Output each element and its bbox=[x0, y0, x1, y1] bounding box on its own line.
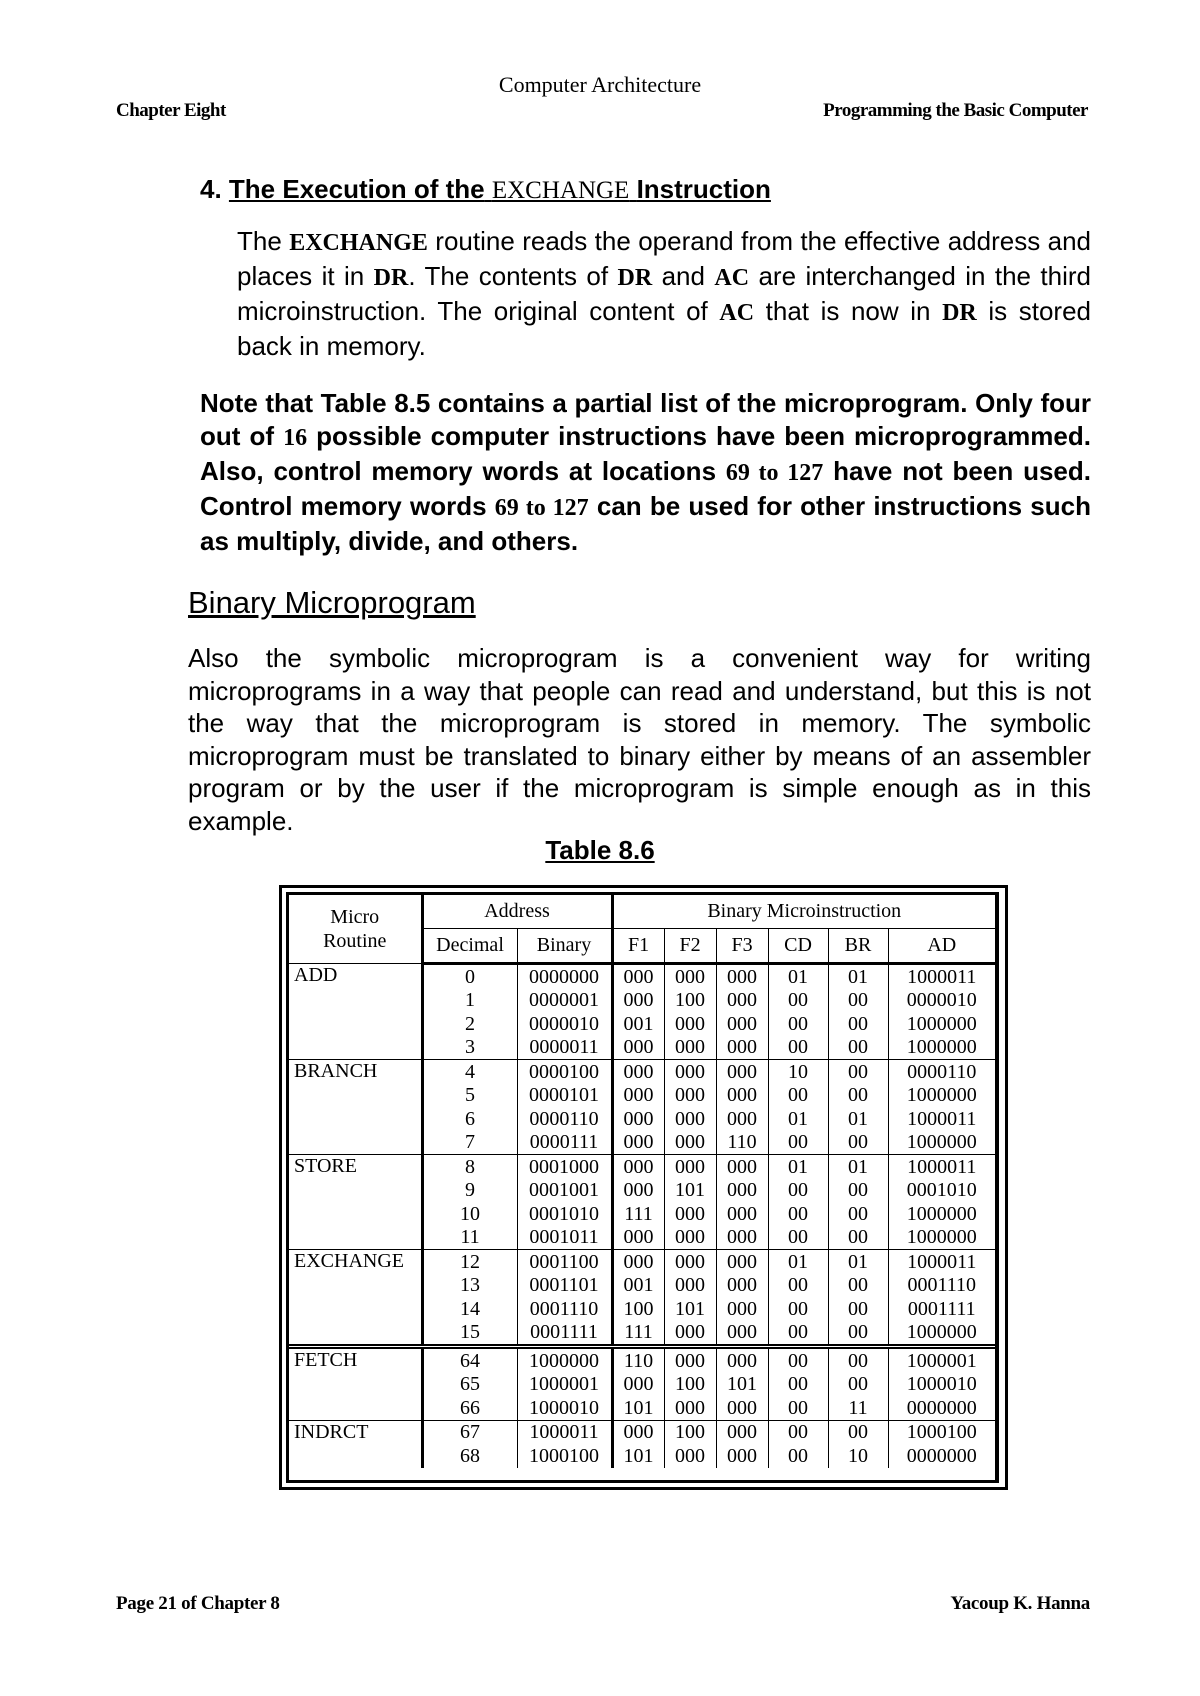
f3-cell: 000 bbox=[716, 1297, 768, 1321]
br-cell: 00 bbox=[828, 1321, 888, 1347]
ad-cell: 1000011 bbox=[888, 1155, 995, 1179]
routine-name-cell: EXCHANGE bbox=[289, 1250, 422, 1347]
f1-cell: 000 bbox=[612, 1155, 664, 1179]
f3-cell: 000 bbox=[716, 1107, 768, 1131]
ad-cell: 1000000 bbox=[906, 1131, 977, 1154]
f2-cell: 000 bbox=[664, 1347, 716, 1373]
ad-cell: 1000011 bbox=[907, 965, 977, 988]
br-cell: 10 bbox=[828, 1444, 888, 1468]
f2-cell: 000 bbox=[664, 1250, 716, 1274]
f2-cell: 000 bbox=[664, 1444, 716, 1468]
br-cell: 00 bbox=[828, 1373, 888, 1397]
f1-cell: 000 bbox=[612, 1420, 664, 1444]
decimal-cell: 1 bbox=[422, 989, 517, 1013]
f1-cell: 000 bbox=[612, 1226, 664, 1250]
f1-cell: 110 bbox=[612, 1347, 664, 1373]
binary-address-cell: 1000010 bbox=[517, 1396, 612, 1420]
cd-cell: 01 bbox=[768, 1107, 828, 1131]
header-binary-microinstruction: Binary Microinstruction bbox=[612, 895, 995, 929]
decimal-cell: 8 bbox=[422, 1155, 517, 1179]
table-row bbox=[289, 1347, 995, 1373]
f2-cell: 000 bbox=[664, 1036, 716, 1060]
f3-cell: 000 bbox=[716, 1226, 768, 1250]
f1-cell: 000 bbox=[612, 1131, 664, 1155]
br-cell: 01 bbox=[828, 1250, 888, 1274]
br-cell: 00 bbox=[828, 1060, 888, 1084]
cd-cell: 00 bbox=[768, 1274, 828, 1298]
cd-cell: 00 bbox=[768, 1444, 828, 1468]
f3-cell: 000 bbox=[716, 1012, 768, 1036]
decimal-cell: 67 bbox=[422, 1420, 517, 1444]
br-cell: 00 bbox=[828, 1084, 888, 1108]
cd-cell: 00 bbox=[768, 1420, 828, 1444]
f1-cell: 000 bbox=[612, 1250, 664, 1274]
running-header-chapter: Chapter Eight bbox=[116, 100, 226, 121]
table-row bbox=[289, 1250, 995, 1274]
cd-cell: 01 bbox=[768, 964, 828, 989]
f3-cell: 000 bbox=[716, 1420, 768, 1444]
section-heading bbox=[200, 174, 771, 205]
f3-cell: 000 bbox=[716, 1060, 768, 1084]
f2-cell: 101 bbox=[664, 1179, 716, 1203]
cd-cell: 00 bbox=[768, 1084, 828, 1108]
f1-cell: 000 bbox=[612, 964, 664, 989]
binary-address-cell: 0000001 bbox=[517, 989, 612, 1013]
f1-cell: 111 bbox=[612, 1202, 664, 1226]
f2-cell: 000 bbox=[664, 1274, 716, 1298]
header-f1: F1 bbox=[612, 929, 664, 964]
cd-cell: 10 bbox=[768, 1060, 828, 1084]
ad-cell: 0000010 bbox=[906, 989, 977, 1012]
ad-cell: 1000000 bbox=[906, 1226, 977, 1249]
f1-cell: 001 bbox=[612, 1012, 664, 1036]
header-decimal: Decimal bbox=[422, 929, 517, 964]
note-paragraph: Note that Table 8.5 contains a partial list of the microprogram. Only four out of 16 possible computer instructions have been microprogrammed. Also, control memory words at locations 69 to 127 have not been used. Control memory words 69 to 127 can be used for other instructions such as multiply, divide, and others. bbox=[200, 388, 1092, 556]
ad-cell: 0001010 bbox=[906, 1179, 977, 1202]
f1-cell: 100 bbox=[612, 1297, 664, 1321]
cd-cell: 00 bbox=[768, 1373, 828, 1397]
table-row bbox=[289, 1060, 995, 1084]
binary-address-cell: 0000100 bbox=[517, 1060, 612, 1084]
ad-cell: 1000011 bbox=[888, 1250, 995, 1274]
binary-address-cell: 0001100 bbox=[517, 1250, 612, 1274]
microprogram-table-frame bbox=[279, 885, 1008, 1490]
f2-cell: 100 bbox=[664, 989, 716, 1013]
binary-address-cell: 0000010 bbox=[517, 1012, 612, 1036]
binary-address-cell: 0001000 bbox=[517, 1155, 612, 1179]
f3-cell: 000 bbox=[716, 989, 768, 1013]
running-header-title: Computer Architecture bbox=[498, 72, 702, 97]
binary-address-cell: 0001110 bbox=[517, 1297, 612, 1321]
cd-cell: 00 bbox=[768, 1202, 828, 1226]
decimal-cell: 0 bbox=[422, 964, 517, 989]
binary-address-cell: 0000101 bbox=[517, 1084, 612, 1108]
f2-cell: 000 bbox=[664, 1202, 716, 1226]
cd-cell: 00 bbox=[768, 1321, 828, 1347]
cd-cell: 00 bbox=[768, 1036, 828, 1060]
f3-cell: 000 bbox=[716, 964, 768, 989]
binary-microprogram-paragraph: Also the symbolic microprogram is a convenient way for writing microprograms in a way that people can read and understand, but this is not the way that the microprogram is stored in memory. The symbolic microprogram must be translated to binary either by means of an assembler program or by the user if the microprogram is simple enough as in this example. bbox=[188, 643, 1091, 836]
br-cell: 00 bbox=[828, 1036, 888, 1060]
footer-page-number: Page 21 of Chapter 8 bbox=[116, 1593, 280, 1614]
f3-cell: 000 bbox=[716, 1444, 768, 1468]
decimal-cell: 10 bbox=[422, 1202, 517, 1226]
f1-cell: 001 bbox=[612, 1274, 664, 1298]
header-address: Address bbox=[422, 895, 612, 929]
ad-cell: 1000011 bbox=[907, 1107, 977, 1130]
br-cell: 11 bbox=[828, 1396, 888, 1420]
cd-cell: 00 bbox=[768, 1179, 828, 1203]
cd-cell: 00 bbox=[768, 1396, 828, 1420]
running-header-topic: Programming the Basic Computer bbox=[823, 100, 1088, 121]
ad-cell: 0001110 bbox=[907, 1274, 977, 1297]
f2-cell: 000 bbox=[664, 1155, 716, 1179]
ad-cell: 1000100 bbox=[888, 1420, 995, 1444]
decimal-cell: 66 bbox=[422, 1396, 517, 1420]
f3-cell: 000 bbox=[716, 1396, 768, 1420]
f2-cell: 000 bbox=[664, 964, 716, 989]
ad-cell: 0000000 bbox=[906, 1396, 977, 1419]
f3-cell: 110 bbox=[716, 1131, 768, 1155]
decimal-cell: 6 bbox=[422, 1107, 517, 1131]
binary-address-cell: 0000110 bbox=[517, 1107, 612, 1131]
f2-cell: 101 bbox=[664, 1297, 716, 1321]
f3-cell: 000 bbox=[716, 1202, 768, 1226]
decimal-cell: 68 bbox=[422, 1444, 517, 1468]
f3-cell: 000 bbox=[716, 1084, 768, 1108]
header-f3: F3 bbox=[716, 929, 768, 964]
cd-cell: 00 bbox=[768, 1297, 828, 1321]
br-cell: 00 bbox=[828, 1274, 888, 1298]
decimal-cell: 13 bbox=[422, 1274, 517, 1298]
f1-cell: 000 bbox=[612, 1036, 664, 1060]
binary-address-cell: 1000000 bbox=[517, 1347, 612, 1373]
f1-cell: 000 bbox=[612, 989, 664, 1013]
f2-cell: 100 bbox=[664, 1420, 716, 1444]
header-ad: AD bbox=[888, 929, 995, 964]
f1-cell: 000 bbox=[612, 1373, 664, 1397]
f2-cell: 100 bbox=[664, 1373, 716, 1397]
f3-cell: 000 bbox=[716, 1179, 768, 1203]
decimal-cell: 12 bbox=[422, 1250, 517, 1274]
routine-name-cell: ADD bbox=[289, 964, 422, 1060]
f1-cell: 000 bbox=[612, 1060, 664, 1084]
decimal-cell: 9 bbox=[422, 1179, 517, 1203]
cd-cell: 00 bbox=[768, 1226, 828, 1250]
ad-cell: 1000010 bbox=[906, 1373, 977, 1396]
decimal-cell: 5 bbox=[422, 1084, 517, 1108]
br-cell: 00 bbox=[828, 1226, 888, 1250]
br-cell: 00 bbox=[828, 1131, 888, 1155]
binary-address-cell: 0001101 bbox=[517, 1274, 612, 1298]
cd-cell: 00 bbox=[768, 1347, 828, 1373]
decimal-cell: 7 bbox=[422, 1131, 517, 1155]
ad-cell: 1000000 bbox=[906, 1202, 977, 1225]
f2-cell: 000 bbox=[664, 1131, 716, 1155]
decimal-cell: 15 bbox=[422, 1321, 517, 1347]
exchange-paragraph: The EXCHANGE routine reads the operand from the effective address and places it in DR. The contents of DR and AC are interchanged in the third microinstruction. The original content of AC that is now in DR is stored back in memory. bbox=[237, 226, 1092, 361]
decimal-cell: 11 bbox=[422, 1226, 517, 1250]
footer-author: Yacoup K. Hanna bbox=[950, 1593, 1090, 1614]
binary-address-cell: 1000100 bbox=[517, 1444, 612, 1468]
section-number: 4. bbox=[200, 174, 222, 204]
header-f2: F2 bbox=[664, 929, 716, 964]
f3-cell: 000 bbox=[716, 1250, 768, 1274]
decimal-cell: 2 bbox=[422, 1012, 517, 1036]
f1-cell: 101 bbox=[612, 1444, 664, 1468]
f2-cell: 000 bbox=[664, 1084, 716, 1108]
header-cd: CD bbox=[768, 929, 828, 964]
f3-cell: 000 bbox=[716, 1155, 768, 1179]
ad-cell: 1000000 bbox=[906, 1321, 977, 1344]
f3-cell: 000 bbox=[716, 1274, 768, 1298]
ad-cell: 1000000 bbox=[906, 1084, 977, 1107]
br-cell: 00 bbox=[828, 989, 888, 1013]
br-cell: 00 bbox=[828, 1012, 888, 1036]
table-row bbox=[289, 964, 995, 989]
cd-cell: 00 bbox=[768, 1012, 828, 1036]
cd-cell: 00 bbox=[768, 1131, 828, 1155]
f1-cell: 000 bbox=[612, 1179, 664, 1203]
f2-cell: 000 bbox=[664, 1226, 716, 1250]
binary-address-cell: 0000000 bbox=[517, 964, 612, 989]
f3-cell: 000 bbox=[716, 1347, 768, 1373]
f2-cell: 000 bbox=[664, 1107, 716, 1131]
br-cell: 00 bbox=[828, 1347, 888, 1373]
ad-cell: 0000000 bbox=[906, 1444, 977, 1467]
header-br: BR bbox=[828, 929, 888, 964]
br-cell: 00 bbox=[828, 1420, 888, 1444]
table-row bbox=[289, 1420, 995, 1444]
decimal-cell: 65 bbox=[422, 1373, 517, 1397]
binary-microprogram-table bbox=[289, 895, 995, 1468]
header-binary: Binary bbox=[517, 929, 612, 964]
routine-name-cell: BRANCH bbox=[289, 1060, 422, 1155]
br-cell: 00 bbox=[828, 1202, 888, 1226]
f2-cell: 000 bbox=[664, 1012, 716, 1036]
br-cell: 00 bbox=[828, 1297, 888, 1321]
binary-address-cell: 0001010 bbox=[517, 1202, 612, 1226]
ad-cell: 0000110 bbox=[888, 1060, 995, 1084]
binary-address-cell: 1000001 bbox=[517, 1373, 612, 1397]
binary-address-cell: 1000011 bbox=[517, 1420, 612, 1444]
routine-name-cell: STORE bbox=[289, 1155, 422, 1250]
f3-cell: 000 bbox=[716, 1321, 768, 1347]
binary-address-cell: 0001111 bbox=[517, 1321, 612, 1347]
br-cell: 01 bbox=[828, 1107, 888, 1131]
binary-address-cell: 0000011 bbox=[517, 1036, 612, 1060]
f3-cell: 000 bbox=[716, 1036, 768, 1060]
br-cell: 01 bbox=[828, 1155, 888, 1179]
binary-address-cell: 0001011 bbox=[517, 1226, 612, 1250]
decimal-cell: 64 bbox=[422, 1347, 517, 1373]
f1-cell: 000 bbox=[612, 1107, 664, 1131]
br-cell: 01 bbox=[828, 964, 888, 989]
binary-microprogram-heading: Binary Microprogram bbox=[188, 585, 476, 620]
table-caption: Table 8.6 bbox=[545, 835, 655, 865]
ad-cell: 1000001 bbox=[888, 1347, 995, 1373]
f1-cell: 000 bbox=[612, 1084, 664, 1108]
decimal-cell: 3 bbox=[422, 1036, 517, 1060]
ad-cell: 1000000 bbox=[906, 1012, 977, 1035]
ad-cell: 0001111 bbox=[907, 1297, 976, 1320]
decimal-cell: 4 bbox=[422, 1060, 517, 1084]
table-row bbox=[289, 1155, 995, 1179]
header-micro-routine: Micro Routine bbox=[289, 895, 422, 964]
cd-cell: 00 bbox=[768, 989, 828, 1013]
routine-name-cell: FETCH bbox=[289, 1347, 422, 1421]
routine-name-cell: INDRCT bbox=[289, 1420, 422, 1468]
f1-cell: 111 bbox=[612, 1321, 664, 1347]
f2-cell: 000 bbox=[664, 1060, 716, 1084]
br-cell: 00 bbox=[828, 1179, 888, 1203]
decimal-cell: 14 bbox=[422, 1297, 517, 1321]
binary-address-cell: 0000111 bbox=[517, 1131, 612, 1155]
f2-cell: 000 bbox=[664, 1396, 716, 1420]
cd-cell: 01 bbox=[768, 1250, 828, 1274]
f2-cell: 000 bbox=[664, 1321, 716, 1347]
binary-address-cell: 0001001 bbox=[517, 1179, 612, 1203]
cd-cell: 01 bbox=[768, 1155, 828, 1179]
section-title: The Execution of the EXCHANGE Instruction bbox=[228, 174, 771, 204]
f3-cell: 101 bbox=[716, 1373, 768, 1397]
f1-cell: 101 bbox=[612, 1396, 664, 1420]
ad-cell: 1000000 bbox=[906, 1036, 977, 1059]
